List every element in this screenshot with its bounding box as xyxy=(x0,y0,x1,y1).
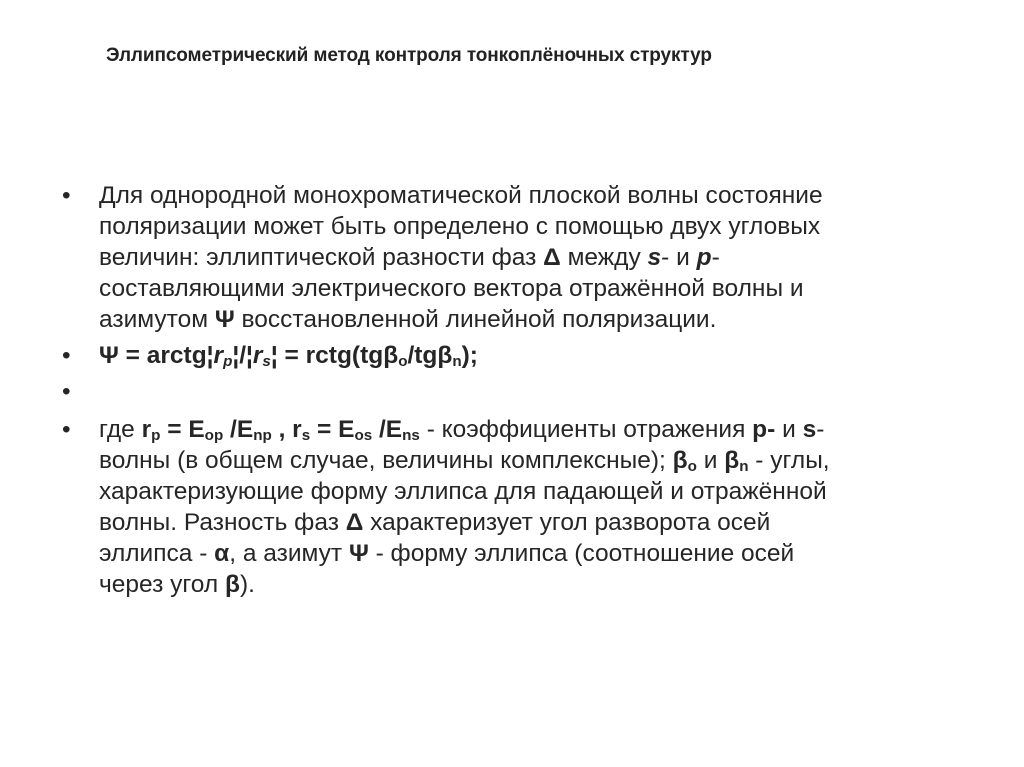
text-run: величин: эллиптической разности фаз xyxy=(99,244,544,271)
text-run: волны (в общем случае, величины комплексные); xyxy=(99,447,673,474)
formula-sub: n xyxy=(452,353,462,371)
text-run: r xyxy=(141,416,152,443)
formula-run: ); xyxy=(461,342,478,369)
text-run: волны. Разность фаз xyxy=(99,509,346,536)
text-run: составляющими электрического вектора отражённой волны и xyxy=(99,275,804,302)
formula-run: r xyxy=(213,342,224,369)
formula-run: ¦/¦ xyxy=(232,342,253,369)
formula-sub: n xyxy=(739,458,749,476)
formula-sub: p xyxy=(151,427,161,445)
bullet-item-empty xyxy=(62,376,982,407)
text-run: /E xyxy=(223,416,254,443)
text-line xyxy=(99,476,982,507)
text-line xyxy=(99,507,982,538)
text-line xyxy=(99,414,982,445)
formula-line xyxy=(99,340,982,371)
text-line xyxy=(99,445,982,476)
formula-sub: np xyxy=(253,427,272,445)
formula-sub: s xyxy=(301,427,311,445)
formula-sub: s xyxy=(262,353,271,371)
text-line xyxy=(99,242,982,273)
text-line xyxy=(99,211,982,242)
text-run: = E xyxy=(310,416,355,443)
psi-symbol: Ψ xyxy=(214,306,235,333)
text-line xyxy=(99,538,982,569)
rp-expression xyxy=(142,416,420,443)
slide-body xyxy=(62,180,982,600)
text-run: где xyxy=(99,416,142,443)
text-run: и xyxy=(775,416,803,443)
text-run: , а азимут xyxy=(229,540,349,567)
slide-title: Эллипсометрический метод контроля тонкоплёночных структур xyxy=(106,45,712,66)
text-run: = E xyxy=(160,416,205,443)
text-run: эллипса - xyxy=(99,540,215,567)
bullet-marker: • xyxy=(62,342,71,369)
text-line xyxy=(99,569,982,600)
text-run: между xyxy=(560,244,648,271)
text-run: восстановленной линейной поляризации. xyxy=(234,306,717,333)
alpha-symbol: α xyxy=(214,540,230,567)
formula-run: /tgβ xyxy=(407,342,453,369)
beta-o-symbol xyxy=(673,447,697,474)
text-run: поляризации может быть определено с помощью двух угловых xyxy=(99,213,821,240)
text-line xyxy=(99,304,982,335)
bullet-marker: • xyxy=(62,378,71,405)
bullet-item-definitions xyxy=(62,414,982,600)
text-run: - коэффициенты отражения xyxy=(419,416,753,443)
text-run: через угол xyxy=(99,571,225,598)
delta-symbol: Δ xyxy=(345,509,364,536)
text-run: азимутом xyxy=(99,306,215,333)
formula-sub: o xyxy=(687,458,697,476)
text-run: - форму эллипса (соотношение осей xyxy=(368,540,795,567)
text-run: и xyxy=(696,447,725,474)
bullet-item-polarization xyxy=(62,180,982,335)
formula-sub: os xyxy=(354,427,373,445)
formula-sub: op xyxy=(204,427,224,445)
beta-n-symbol xyxy=(724,447,748,474)
s-wave: s xyxy=(802,416,817,443)
formula-sub: ns xyxy=(402,427,420,445)
text-run: /E xyxy=(372,416,403,443)
text-run: характеризующие форму эллипса для падающей и отражённой xyxy=(99,478,827,505)
formula-sub: o xyxy=(398,353,408,371)
text-line xyxy=(99,180,982,211)
beta-symbol: β xyxy=(224,571,240,598)
p-component: p xyxy=(696,244,712,271)
formula-run: r xyxy=(252,342,263,369)
formula-run: ¦ = rctg(tgβ xyxy=(270,342,399,369)
delta-symbol: Δ xyxy=(543,244,561,271)
bullet-marker: • xyxy=(62,182,71,209)
s-component: s xyxy=(647,244,662,271)
text-run: β xyxy=(724,447,740,474)
text-line xyxy=(99,376,982,407)
psi-symbol: Ψ xyxy=(348,540,369,567)
formula-run: Ψ = arctg¦ xyxy=(99,342,214,369)
bullet-item-formula xyxy=(62,340,982,371)
text-run: Для однородной монохроматической плоской волны состояние xyxy=(99,182,823,209)
text-run: , r xyxy=(271,416,302,443)
text-run: - и xyxy=(661,244,697,271)
text-run: ). xyxy=(239,571,255,598)
text-run: - xyxy=(711,244,720,271)
bullet-marker: • xyxy=(62,416,71,443)
p-wave: p- xyxy=(752,416,776,443)
text-run: β xyxy=(672,447,688,474)
text-run: - xyxy=(816,416,825,443)
text-line xyxy=(99,273,982,304)
text-run: - углы, xyxy=(748,447,830,474)
text-run: характеризует угол разворота осей xyxy=(363,509,771,536)
formula-sub: p xyxy=(223,353,233,371)
